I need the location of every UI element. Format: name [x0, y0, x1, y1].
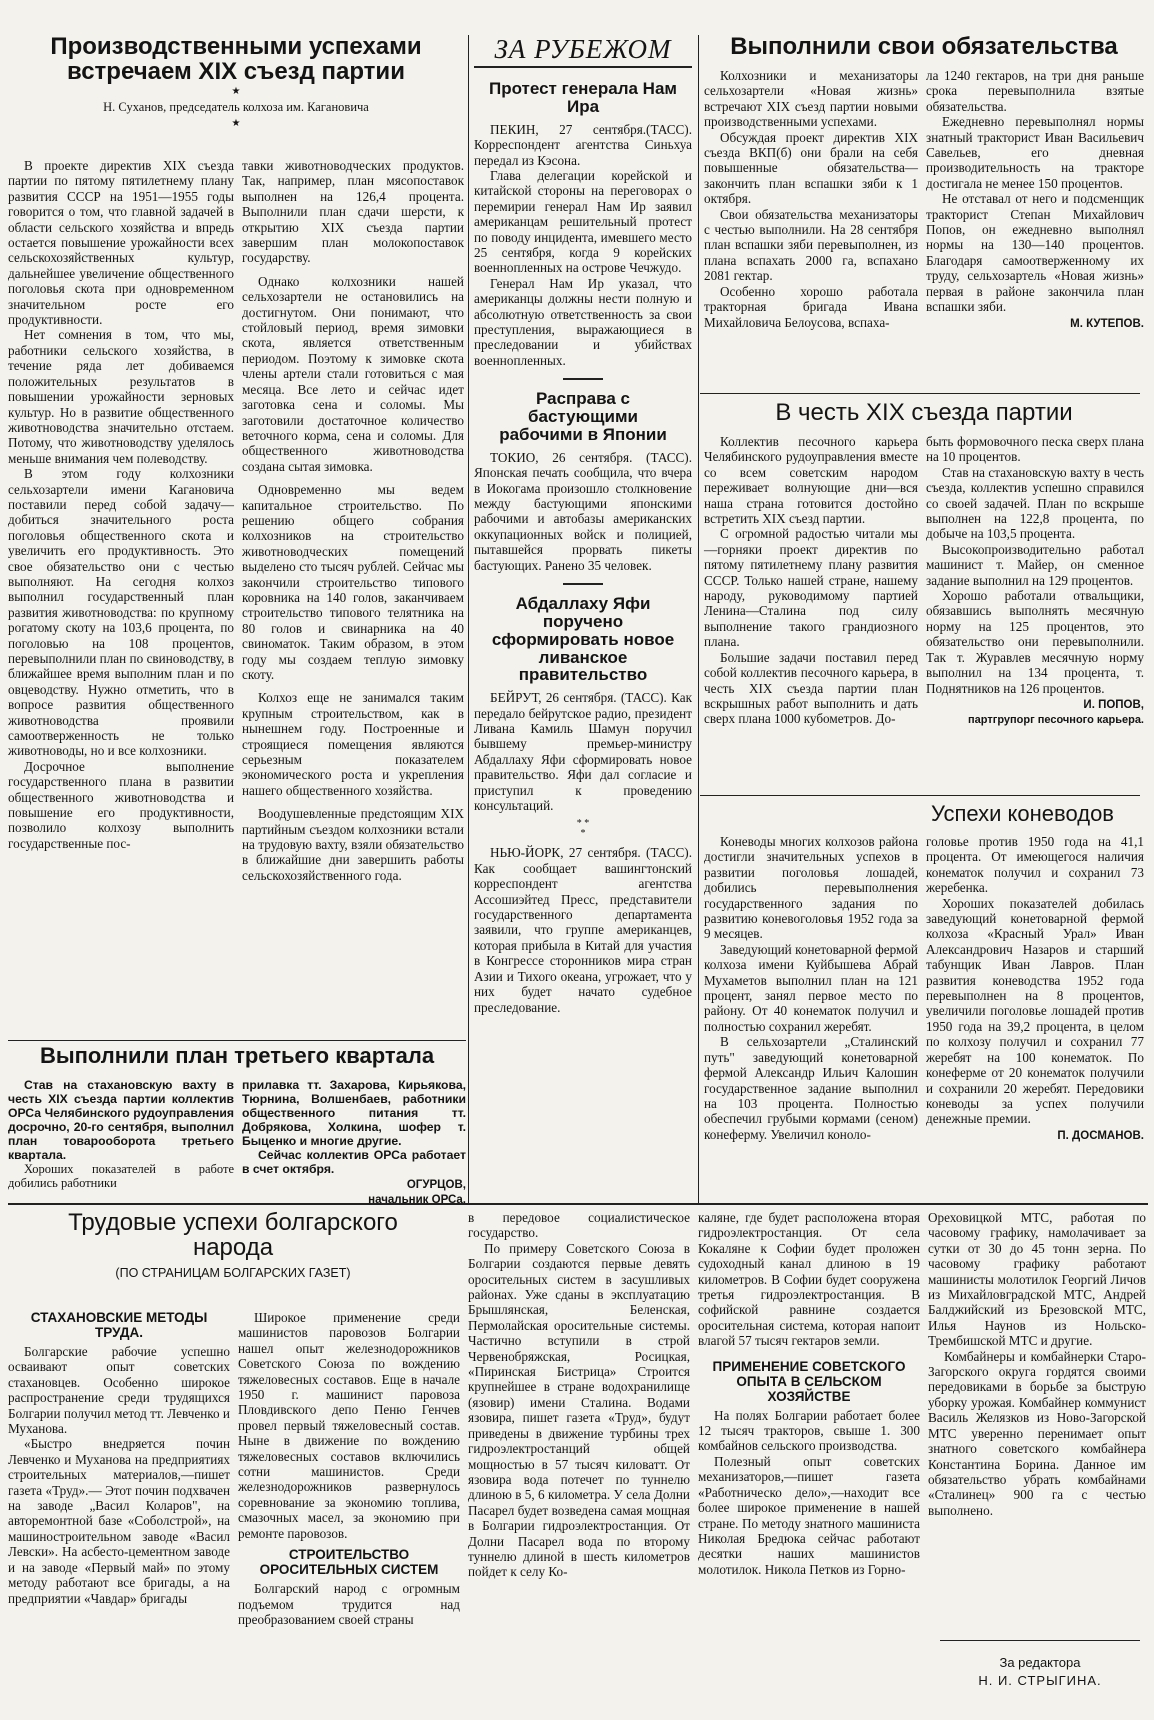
- paragraph: Генерал Нам Ир указал, что американцы должны нести полную и абсолютную ответственность за свои преступления, выражающиеся в преследовании и убийствах военнопленных.: [474, 275, 692, 368]
- editor-signature: [940, 1654, 1140, 1704]
- article-column: [8, 158, 234, 1038]
- separator: [563, 583, 603, 585]
- paragraph: Ежедневно перевыполнял нормы знатный тракторист Иван Васильевич Савельев, его дневная производительность на тракторе достигала не менее 150 процентов.: [926, 114, 1144, 191]
- paragraph: Хорошо работали отвальщики, обязавшись выполнять месячную норму на 125 процентов, это обязательство они перевыполнили. Так т. Журавлев месячную норму выполнил на 134 процента, т. Поднятников на 126 процентов.: [926, 588, 1144, 696]
- paragraph: Глава делегации корейской и китайской стороны на переговорах о перемирии генерал Нам Ир заявил американцам решительный протест по поводу инцидента, имевшего место 25 сентября, когда 9 корейских военнопленных на острове Чечжудо.: [474, 167, 692, 276]
- article-column: [468, 1210, 690, 1714]
- paragraph: тавки животноводческих продуктов. Так, например, план мясопоставок выполнен на 126,4 процента. Выполнили план сдачи шерсти, к открытию XIX съезда партии завершим план молокопоставок государству.: [242, 158, 464, 266]
- paragraph: Обсуждая проект директив XIX съезда ВКП(б) они брали на себя повышенные обязательства—закончить план вспашки зяби к 1 октября.: [704, 129, 918, 207]
- horizontal-rule: [700, 795, 1140, 796]
- paragraph: Заведующий конетоварной фермой колхоза имени Куйбышева Абрай Мухаметов выполнил план на 121 процент, занял первое место по району. От 40 конематок получил и полностью сохранил жеребят.: [704, 941, 918, 1034]
- subtitle: (ПО СТРАНИЦАМ БОЛГАРСКИХ ГАЗЕТ): [115, 1266, 351, 1281]
- horizontal-rule: [8, 1040, 466, 1041]
- horizontal-rule: [940, 1640, 1140, 1641]
- paragraph: ла 1240 гектаров, на три дня раньше срока перевыполнила взятые обязательства.: [926, 68, 1144, 114]
- paragraph: ПЕКИН, 27 сентября.(ТАСС). Корреспондент агентства Синьхуа передал из Кэсона.: [474, 121, 692, 168]
- paragraph: Коллектив песочного карьера Челябинского рудоуправления вместе со всем советским народом переживает волнующие дни—вся наша страна готовится достойно встретить XIX съезд партии.: [704, 434, 918, 527]
- signature-name: ОГУРЦОВ,: [406, 1179, 466, 1191]
- article-column: [8, 1078, 234, 1200]
- paragraph: С огромной радостью читали мы—горняки проект директив по пятому пятилетнему плану развития СССР. Только нашей стране, нашему народу, руководимому партией Ленина—Сталина под силу выполнение такого грандиозного плана.: [704, 526, 918, 650]
- star-ornament: ★: [231, 86, 241, 98]
- horizontal-rule: [700, 393, 1140, 394]
- paragraph: Особенно хорошо работала тракторная бригада Ивана Михайловича Белоусова, вспаха-: [704, 283, 918, 330]
- star-separator: * * *: [576, 818, 590, 840]
- paragraph: Хороших показателей в работе добились работники: [8, 1162, 234, 1190]
- paragraph: НЬЮ-ЙОРК, 27 сентября. (ТАСС). Как сообщает вашингтонский корреспондент агентства Ассошиэйтед Пресс, представители государственного департамента заявили, что группе американцев, которая прибыла в Китай для участия в Конгрессе сторонников мира стран Азии и Тихого океана, угрожает, что у них будет начато судебное преследование.: [474, 845, 692, 1015]
- paragraph: Большие задачи поставил перед собой коллектив песочного карьера, в честь XIX съезда партии план вскрышных работ выполнить и дать сверх плана 1000 кубометров. До-: [704, 649, 918, 727]
- byline: Н. Суханов, председатель колхоза им. Кагановича: [103, 100, 369, 115]
- paragraph: «Быстро внедряется почин Левченко и Муханова на предприятиях строительных материалов,—пишет газета «Труд».— Этот почин подхвачен на заводе „Васил Коларов", на авторемонтной базе «Соболстрой», на машиностроительном заводе «Васил Левски». На асбесто-цементном заводе и на заводе «Первый май» по этому методу работают все бригады, а на предприятии «Чавдар» бригады: [8, 1436, 230, 1606]
- signature-role: начальник ОРСа.: [368, 1194, 466, 1207]
- headline: Трудовые успехи болгарского народа: [68, 1209, 398, 1262]
- article-column: [698, 1210, 920, 1714]
- article-quarter-plan: [8, 1043, 466, 1207]
- headline: Успехи коневодов: [930, 801, 1114, 826]
- article-column: [704, 434, 918, 792]
- paragraph: Не отставал от него и подсменщик тракторист Степан Михайлович Попов, он ежедневно выполнял нормы на 130—140 процентов. Благодаря самоотверженному их труду, сельхозартель «Новая жизнь» первая в районе закончила план вспашки зяби.: [926, 191, 1144, 315]
- signature: М. КУТЕПОВ.: [1070, 317, 1144, 330]
- paragraph: Высокопроизводительно работал машинист т. Майер, он сменное задание выполнил на 129 процентов.: [926, 541, 1144, 588]
- paragraph: Комбайнеры и комбайнерки Старо-Загорского округа гордятся своими передовиками в борьбе за быструю уборку урожая. Комбайнер коммунист Василь Желязков из Ново-Загорской МТС уверенно перенимает опыт знатного советского комбайнера Константина Борина. Данное им обязательство убрать комбайнами «Сталинец» 900 га с честью выполнено.: [928, 1348, 1146, 1518]
- article-horse-breeders: [704, 800, 1144, 1200]
- article-obligations: [704, 34, 1144, 390]
- news-headline: Протест генерала Нам Ира: [488, 79, 677, 116]
- paragraph: Досрочное выполнение государственного плана в развитии общественного животноводства и повышение его продуктивности, позволило колхозу выполнить государственные пос-: [8, 758, 234, 851]
- paragraph: ТОКИО, 26 сентября. (ТАСС). Японская печать сообщила, что вчера в Иокогама произошло столкновение между бастующими японскими рабочими и автобазы американских оккупационных войск и полицией, пытавшейся прорвать пикеты бастующих. Ранено 35 человек.: [474, 449, 692, 573]
- paragraph: Став на стахановскую вахту в честь съезда, коллектив успешно справился со своей задачей. План по вскрыше выполнен на 122,8 процента, по добыче на 103,5 процента.: [926, 464, 1144, 542]
- headline: Выполнили план третьего квартала: [39, 1043, 435, 1068]
- editor-name: Н. И. СТРЫГИНА.: [978, 1673, 1102, 1688]
- news-headline: Абдаллаху Яфи поручено сформировать новое ливанское правительство: [491, 593, 675, 685]
- article-column: [704, 68, 918, 390]
- article-column: [8, 1310, 230, 1714]
- signature-name: И. ПОПОВ,: [1083, 698, 1144, 711]
- paragraph: Нет сомнения в том, что мы, работники сельского хозяйства, в течение ряда лет добиваемся положительных результатов в повышении урожайности зерновых культур. Но в развитие общественного животноводства значительно отстаем. Потому, что животноводству уделялось меньше внимания чем полеводству.: [8, 327, 234, 466]
- article-production-successes: [8, 34, 464, 154]
- paragraph: Полезный опыт советских механизаторов,—пишет газета «Работническо дело»,—находит все более широкое применение в нашей стране. По методу знатного машиниста Николая Бредюка сейчас работают десятки наших машинистов молотилок. Никола Петков из Горно-: [698, 1453, 920, 1577]
- paragraph: Свои обязательства механизаторы с честью выполнили. На 28 сентября план вспашки зяби перевыполнен, из плана вспахать 2000 га, вспахано 2081 гектар.: [704, 206, 918, 284]
- vertical-rule: [468, 35, 469, 1205]
- paragraph: Болгарский народ с огромным подъемом трудится над преобразованием своей страны: [238, 1581, 460, 1627]
- article-column: [928, 1210, 1146, 1630]
- signature-role: партгрупорг песочного карьера.: [968, 714, 1144, 727]
- abroad-column: [474, 34, 692, 1202]
- article-column: [242, 158, 464, 1038]
- editor-label: За редактора: [999, 1655, 1081, 1670]
- article-column: [926, 434, 1144, 792]
- section-title: СТАХАНОВСКИЕ МЕТОДЫ ТРУДА.: [30, 1310, 208, 1340]
- article-column: [926, 68, 1144, 390]
- paragraph: головье против 1950 года на 41,1 процента. От имеющегося наличия конематок получил и сохранил 73 жеребенка.: [926, 834, 1144, 896]
- paragraph: В проекте директив XIX съезда партии по пятому пятилетнему плану развития СССР на 1951—1955 годы говорится о том, что главной задачей в области сельского хозяйства и впредь остается повышение урожайности всех сельскохозяйственных культур, дальнейшее увеличение общественного поголовья скота при одновременном значительном росте его продуктивности.: [8, 158, 234, 328]
- paragraph: Коневоды многих колхозов района достигли значительных успехов в развитии поголовья лошадей, добились перевыполнения государственного задания по развитию коневоголовья 1952 года за 9 месяцев.: [704, 834, 918, 942]
- paragraph: Одновременно мы ведем капитальное строительство. По решению общего собрания колхозников на строительство животноводческих помещений выделено сто тысяч рублей. Сейчас мы закончили строительство типового коровника на 140 голов, заканчиваем строительство типового телятника на 80 голов и свинарника на 40 свиноматок. Таким образом, в этом году мы создаем теплую зимовку скоту.: [242, 482, 464, 682]
- separator: [563, 378, 603, 380]
- headline: Производственными успехами встречаем XIX съезд партии: [50, 33, 422, 86]
- paragraph: В сельхозартели „Сталинский путь" заведующий конетоварной фермой Александр Ильич Калошин государственное задание выполнил на 103 процента. Полностью обеспечил грубыми кормами (сеном) конеферму. Увеличил коноло-: [704, 1034, 918, 1142]
- signature: П. ДОСМАНОВ.: [1057, 1129, 1144, 1142]
- headline: В честь XIX съезда партии: [775, 399, 1073, 426]
- paragraph: Болгарские рабочие успешно осваивают опыт советских стахановцев. Особенно широкое распространение среди трудящихся Болгарии получил метод тт. Левченко и Муханова.: [8, 1344, 230, 1437]
- paragraph: в передовое социалистическое государство.: [468, 1210, 690, 1241]
- paragraph: БЕЙРУТ, 26 сентября. (ТАСС). Как передало бейрутское радио, президент Ливана Камиль Шамун поручил бывшему премьер-министру Абдаллаху Яфи сформировать новое правительство. Яфи дал согласие и приступил к проведению консультаций.: [474, 690, 692, 814]
- horizontal-rule: [8, 1203, 1148, 1205]
- section-title: ПРИМЕНЕНИЕ СОВЕТСКОГО ОПЫТА В СЕЛЬСКОМ ХОЗЯЙСТВЕ: [712, 1358, 906, 1404]
- paragraph: Сейчас коллектив ОРСа работает в счет октября.: [242, 1148, 466, 1176]
- paragraph: По примеру Советского Союза в Болгарии создаются первые девять оросительных систем в засушливых районах. Уже сданы в эксплуатацию Брышлянская, Беленская, Пермолайская оросительные системы. Частично вступили в строй Червенобряжская, Росицкая, «Пиринская Бистрица» Строится крупнейшее в стране водохранилище (язовир) имени Сталина. Водами язовира, пишет газета «Труд», будут приведены в движение турбины трех гидроэлектростанций общей мощностью в 57 тысяч киловатт. От язовира вода потечет по туннелю длиною в 5, 6 километра. У села Долни Пасарел будет возведена самая мощная в Болгарии гидроэлектростанция. От Долни Пасарел вода по второму туннелю длиной в шесть километров пойдет к селу Ко-: [468, 1240, 690, 1580]
- paragraph: На полях Болгарии работает более 12 тысяч тракторов, свыше 1. 300 комбайнов сельского производства.: [698, 1407, 920, 1454]
- article-column: [242, 1078, 466, 1207]
- article-in-honor-congress: [704, 398, 1144, 792]
- paragraph: Однако колхозники нашей сельхозартели не остановились на достигнутом. Они понимают, что стойловый период, время зимовки скота, является ответственным периодом. Поэтому к зимовке скота члены артели стали готовиться с мая месяца. Все лето и сейчас идет заготовка сена и соломы. Мы заготовили достаточное количество веточного корма, сена и соломы. Для общественного животноводства создана сытая зимовка.: [242, 273, 464, 474]
- vertical-rule: [698, 35, 699, 1205]
- article-bulgaria-header: [8, 1210, 458, 1308]
- lead-paragraph: Став на стахановскую вахту в честь XIX съезда партии коллектив ОРСа Челябинского рудоуправления досрочно, 20-го сентября, выполнил план товарооборота третьего квартала.: [8, 1078, 234, 1162]
- paragraph: быть формовочного песка сверх плана на 10 процентов.: [926, 434, 1144, 465]
- paragraph: В этом году колхозники сельхозартели имени Кагановича поставили перед собой задачу—добиться значительного роста поголовья общественного скота и увеличить его продуктивность. Это свое обязательство они с честью выполняют. На сегодня колхоз выполнил государственный план развития животноводства: по крупному рогатому скоту на 103,6 процента, по поголовью на 108 процентов, перевыполнили план по свиноводству, в ближайшее время выполним план и по овцеводству. Нужно отметить, что в вопросе развития общественного животноводства проявили самоотверженность не только животноводы, но и все колхозники.: [8, 466, 234, 759]
- paragraph: Широкое применение среди машинистов паровозов Болгарии нашел опыт железнодорожников Советского Союза по вождению тяжеловесных составов. Еще в начале 1950 г. машинист паровоза Пловдивского депо Пеню Генчев провел первый тяжеловесный состав. Ныне в движение по вождению тяжеловесных составов включились сотни машинистов. Среди железнодорожников развернулось соревнование за экономию топлива, смазочных масел, за экономию при ремонте паровозов.: [238, 1310, 460, 1541]
- star-ornament: ★: [231, 118, 241, 130]
- paragraph: Ореховицкой МТС, работая по часовому графику, намолачивает за сутки от 30 до 45 тонн зерна. По часовому графику работают машинисты молотилок Георгий Личов из Михайловградской МТС, Андрей Балджийский из Брезовской МТС, Илья Наунов из Нольско-Трембишской МТС и другие.: [928, 1210, 1146, 1349]
- paragraph: Воодушевленные предстоящим XIX партийным съездом колхозники встали на трудовую вахту, взяли обязательство в ближайшие дни завершить работы сельскохозяйственного года.: [242, 806, 464, 883]
- article-column: [238, 1310, 460, 1714]
- section-header: ЗА РУБЕЖОМ: [474, 34, 692, 68]
- paragraph: Колхозники и механизаторы сельхозартели «Новая жизнь» встречают XIX съезд партии новыми производственными успехами.: [704, 68, 918, 130]
- section-title: СТРОИТЕЛЬСТВО ОРОСИТЕЛЬНЫХ СИСТЕМ: [259, 1547, 439, 1578]
- paragraph: Хороших показателей добилась заведующий конетоварной фермой колхоза «Красный Урал» Иван Александрович Назаров и старший табунщик Иван Лавров. План развития коневодства 1952 года перевыполнен на 8 процентов, увеличили поголовье лошадей против 1950 года на 39,2 процента, в целом по колхозу получил и сохранил 77 жеребят на 100 конематок. По конеферме от 20 конематок получили и сохранили 20 жеребят. Передовики коневоды за успех получили денежные премии.: [926, 895, 1144, 1127]
- article-column: [704, 834, 918, 1200]
- paragraph: Колхоз еще не занимался таким крупным строительством, как в нынешнем году. Построенные и строящиеся помещения являются серьезным показателем экономического роста и укрепления нашего общественного хозяйства.: [242, 690, 464, 798]
- paragraph: каляне, где будет расположена вторая гидроэлектростанция. От села Кокаляне к Софии будет проложен судоходный канал длиною в 19 километров. В Софии будет сооружена третья гидроэлектростанция. В софийской равнине создается оросительная система, которая напоит влагой 57 тысяч гектаров земли.: [698, 1210, 920, 1349]
- paragraph: прилавка тт. Захарова, Кирьякова, Тюрнина, Волшенбаев, работники общественного питания тт. Добрякова, Холкина, шофер т. Быценко и многие другие.: [242, 1078, 466, 1148]
- article-column: [926, 834, 1144, 1200]
- news-headline: Расправа с бастующими рабочими в Японии: [499, 389, 667, 444]
- headline: Выполнили свои обязательства: [730, 33, 1118, 60]
